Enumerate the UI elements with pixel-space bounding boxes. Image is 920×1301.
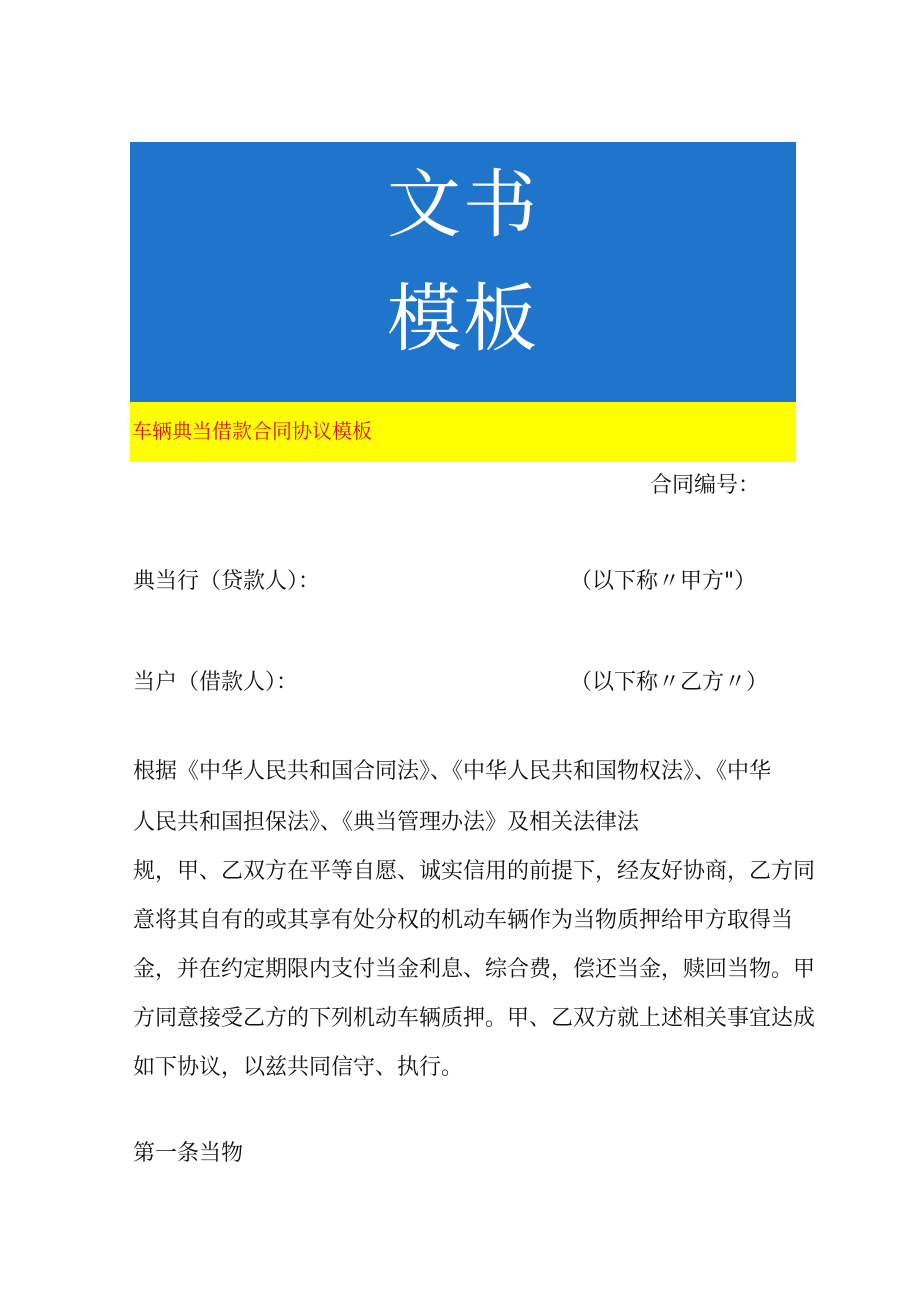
paragraph-line: 意将其自有的或其享有处分权的机动车辆作为当物质押给甲方取得当 — [133, 908, 794, 933]
party-b-alias: （以下称〃乙方〃） — [570, 670, 769, 695]
paragraph-line: 人民共和国担保法》、《典当管理办法》及相关法律法 — [133, 810, 640, 835]
paragraph-line: 根据《中华人民共和国合同法》、《中华人民共和国物权法》、《中华 — [133, 759, 772, 784]
cover-title-panel — [130, 142, 796, 402]
document-subtitle: 车辆典当借款合同协议模板 — [132, 419, 372, 443]
party-b-label: 当户（借款人）： — [133, 670, 299, 695]
cover-subtitle-bar — [130, 402, 796, 462]
cover-banner — [130, 142, 796, 462]
paragraph-line: 如下协议，以兹共同信守、执行。 — [133, 1055, 464, 1080]
paragraph-line: 金，并在约定期限内支付当金利息、综合费，偿还当金，赎回当物。甲 — [133, 957, 816, 982]
section-title: 第一条当物 — [133, 1141, 244, 1166]
paragraph-line: 方同意接受乙方的下列机动车辆质押。甲、乙双方就上述相关事宜达成 — [133, 1006, 816, 1031]
cover-title-line-1: 文书 — [387, 162, 539, 248]
paragraph-line: 规，甲、乙双方在平等自愿、诚实信用的前提下，经友好协商，乙方同 — [133, 859, 816, 884]
contract-number-label: 合同编号： — [649, 473, 760, 498]
party-a-alias: （以下称〃甲方"） — [570, 569, 757, 594]
party-a-label: 典当行（贷款人）： — [133, 569, 321, 594]
cover-title-line-2: 模板 — [387, 276, 539, 362]
